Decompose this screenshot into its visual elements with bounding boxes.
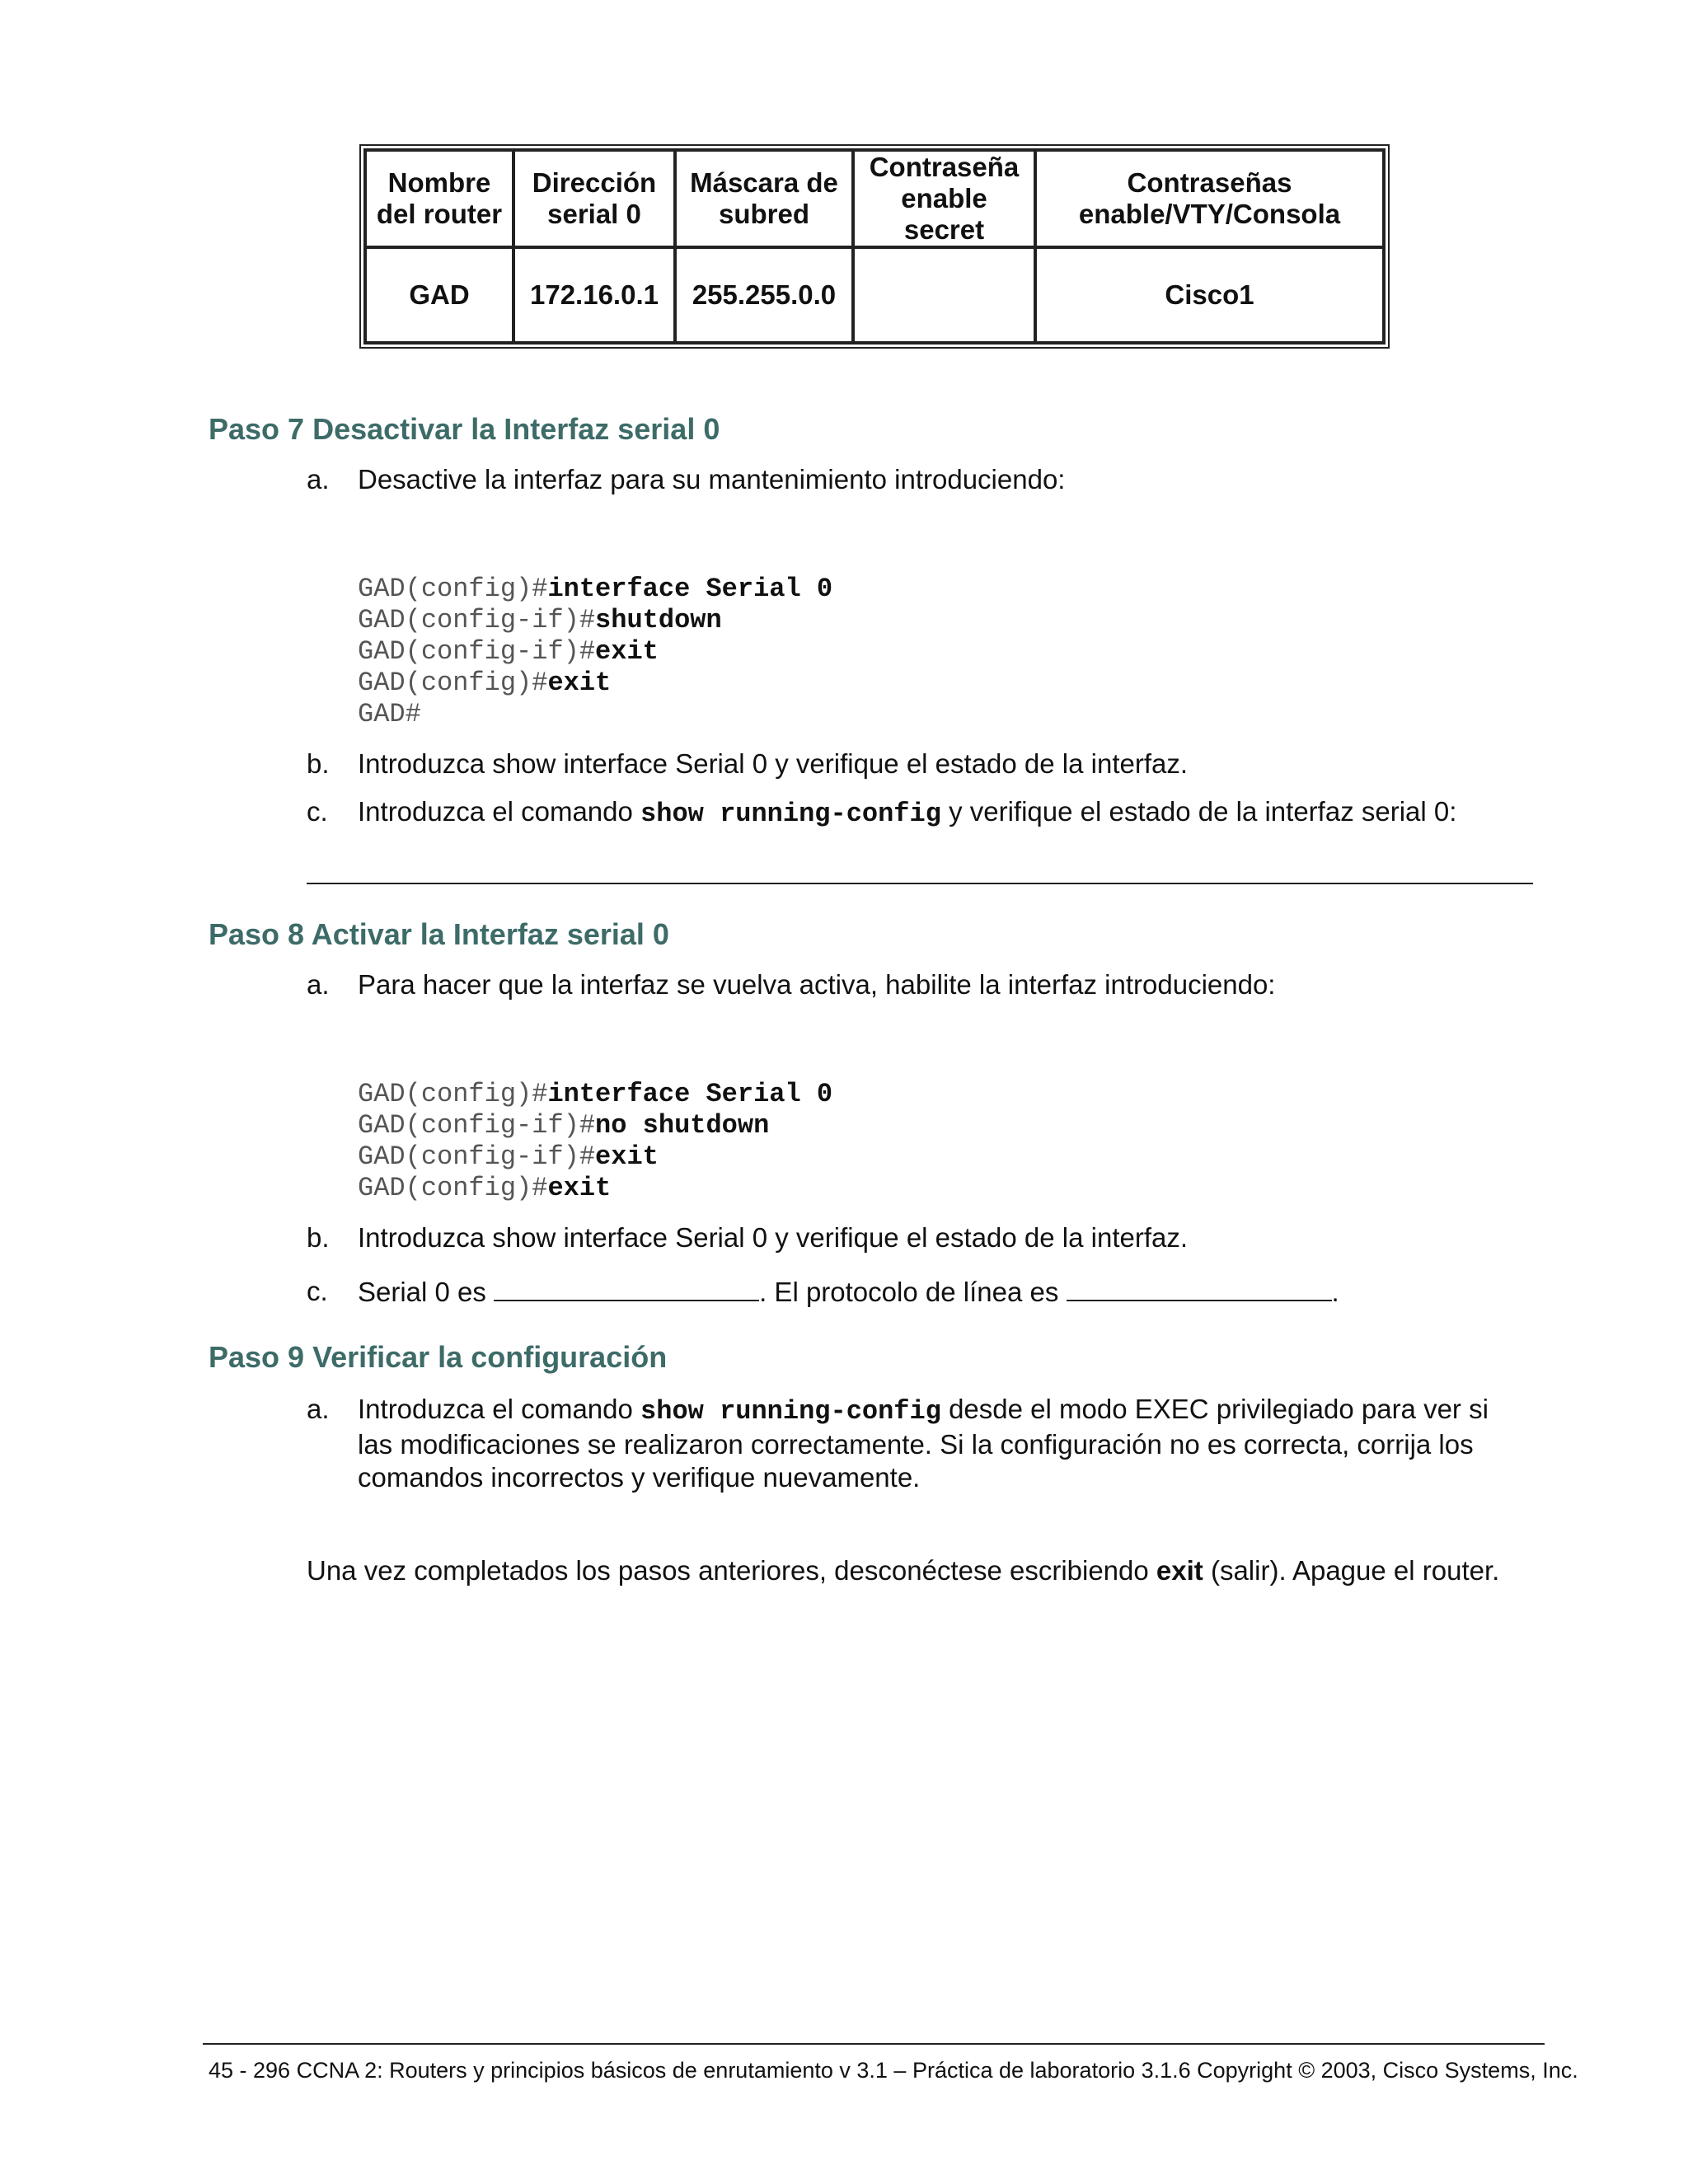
closing-paragraph: Una vez completados los pasos anteriores, desconéctese escribiendo exit (salir). Apague el router. bbox=[307, 1555, 1500, 1586]
answer-line bbox=[307, 883, 1533, 884]
item-letter: c. bbox=[307, 1276, 328, 1306]
item-letter: b. bbox=[307, 1222, 330, 1253]
code-line: GAD(config)#interface Serial 0 bbox=[358, 574, 833, 604]
header-passwords: Contraseñas enable/VTY/Consola bbox=[1035, 150, 1384, 247]
item-letter: a. bbox=[307, 1394, 330, 1424]
code-line: GAD# bbox=[358, 699, 421, 729]
exit-keyword: exit bbox=[1156, 1555, 1203, 1586]
step7-code-block bbox=[358, 542, 832, 762]
code-line: GAD(config-if)#exit bbox=[358, 636, 659, 667]
cell-serial-address: 172.16.0.1 bbox=[513, 247, 675, 343]
item-text: Serial 0 es . El protocolo de línea es . bbox=[358, 1277, 1339, 1307]
command-text: show running-config bbox=[640, 1396, 941, 1427]
item-text: Para hacer que la interfaz se vuelva activa, habilite la interfaz introduciendo: bbox=[358, 969, 1276, 1000]
step8-heading: Paso 8 Activar la Interfaz serial 0 bbox=[209, 917, 669, 951]
footer-rule bbox=[203, 2043, 1545, 2045]
item-letter: b. bbox=[307, 748, 330, 779]
header-subnet-mask: Máscara de subred bbox=[675, 150, 853, 247]
cell-subnet-mask: 255.255.0.0 bbox=[675, 247, 853, 343]
table-header-row bbox=[365, 150, 1384, 247]
step8-code-block bbox=[358, 1047, 832, 1235]
item-text: Introduzca show interface Serial 0 y verifique el estado de la interfaz. bbox=[358, 1222, 1189, 1253]
header-serial-address: Dirección serial 0 bbox=[513, 150, 675, 247]
command-text: show running-config bbox=[640, 799, 941, 829]
header-router-name: Nombre del router bbox=[365, 150, 513, 247]
code-line: GAD(config-if)#shutdown bbox=[358, 605, 722, 635]
code-line: GAD(config)#interface Serial 0 bbox=[358, 1079, 833, 1109]
step9-heading: Paso 9 Verificar la configuración bbox=[209, 1340, 668, 1374]
item-letter: a. bbox=[307, 969, 330, 1000]
code-line: GAD(config)#exit bbox=[358, 668, 612, 698]
answer-blank[interactable] bbox=[494, 1275, 759, 1301]
item-text: Introduzca el comando show running-config y verifique el estado de la interfaz serial 0: bbox=[358, 796, 1457, 829]
answer-blank[interactable] bbox=[1067, 1275, 1332, 1301]
page-footer: 45 - 296 CCNA 2: Routers y principios básicos de enrutamiento v 3.1 – Práctica de laboratorio 3.1.6 Copyright © 2003, Cisco Systems, Inc. bbox=[209, 2058, 1578, 2083]
code-line: GAD(config-if)#no shutdown bbox=[358, 1110, 770, 1141]
header-enable-secret: Contraseña enable secret bbox=[853, 150, 1035, 247]
item-letter: a. bbox=[307, 464, 330, 494]
item-text: Introduzca el comando show running-config desde el modo EXEC privilegiado para ver si las modificaciones se realizaron correctamente. Si la configuración no es correcta, corrija los comandos incorrectos y verifique nuevamente. bbox=[358, 1394, 1489, 1493]
cell-passwords: Cisco1 bbox=[1035, 247, 1384, 343]
item-letter: c. bbox=[307, 796, 328, 827]
code-line: GAD(config-if)#exit bbox=[358, 1141, 659, 1172]
table-row bbox=[365, 247, 1384, 343]
code-line: GAD(config)#exit bbox=[358, 1173, 612, 1203]
router-config-table bbox=[363, 148, 1386, 344]
cell-router-name: GAD bbox=[365, 247, 513, 343]
cell-enable-secret bbox=[853, 247, 1035, 343]
item-text: Introduzca show interface Serial 0 y verifique el estado de la interfaz. bbox=[358, 748, 1189, 779]
item-text: Desactive la interfaz para su mantenimiento introduciendo: bbox=[358, 464, 1066, 494]
step7-heading: Paso 7 Desactivar la Interfaz serial 0 bbox=[209, 412, 720, 446]
